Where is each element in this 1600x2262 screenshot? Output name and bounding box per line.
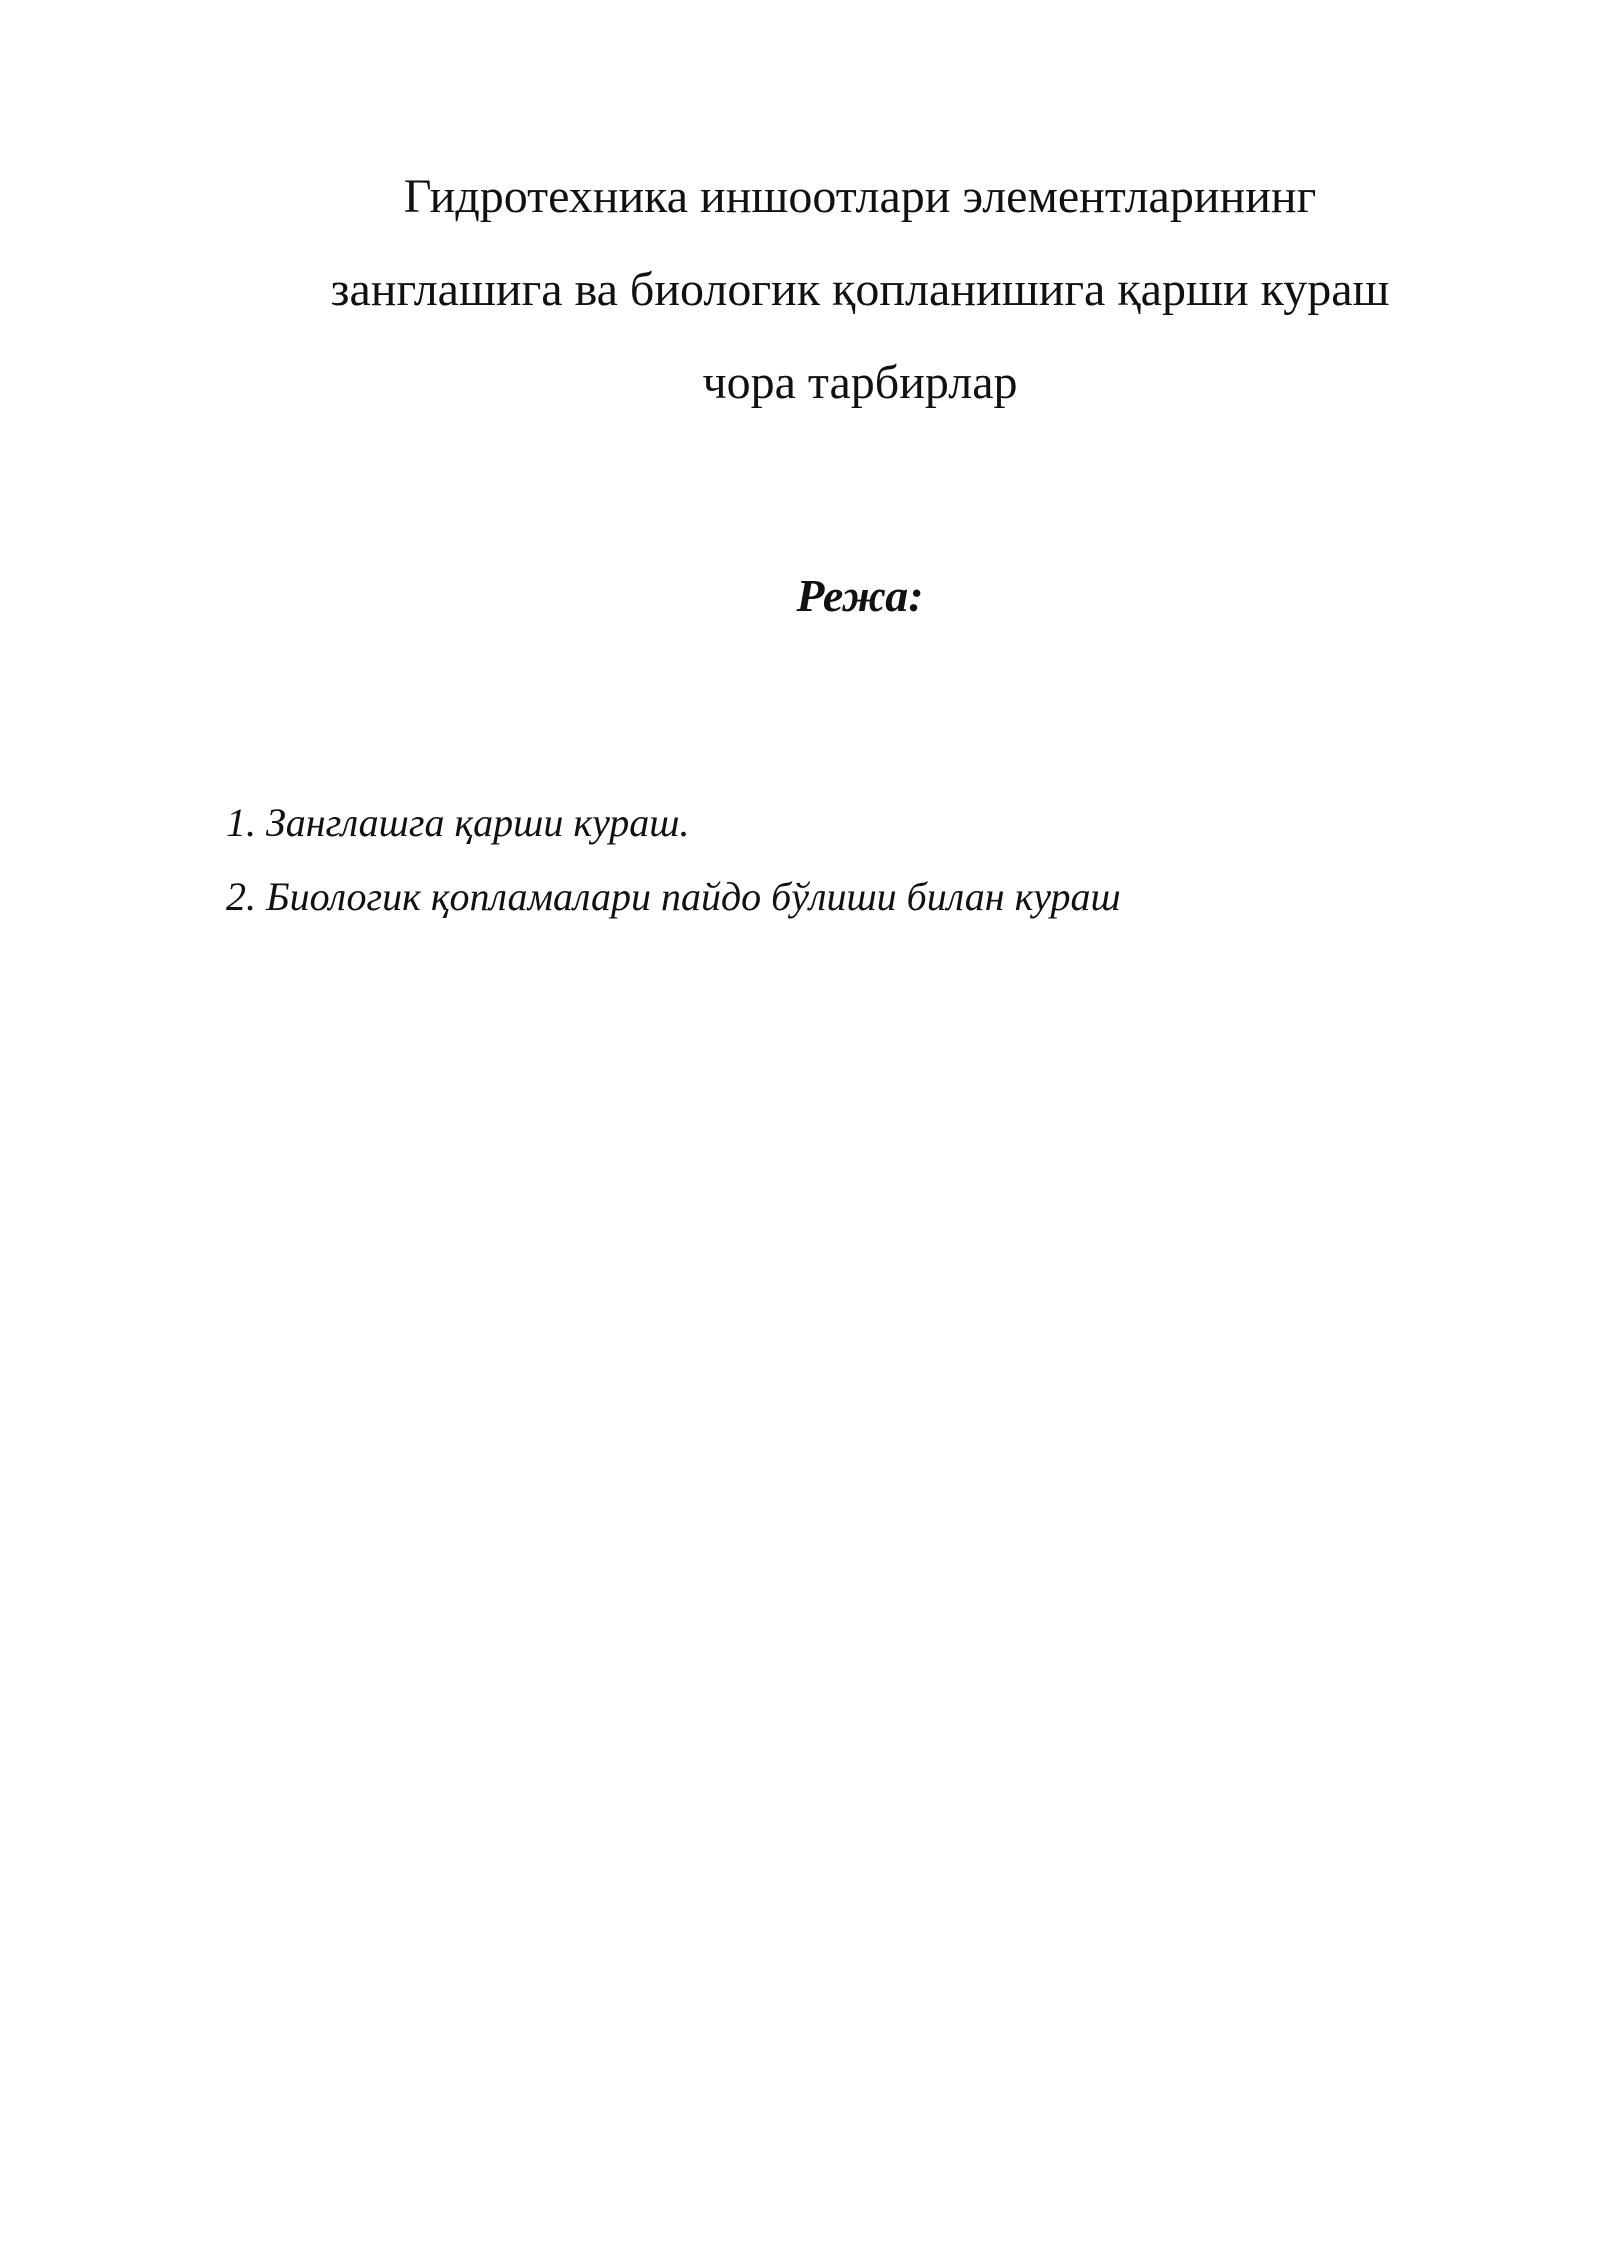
list-item-text: Биологик қопламалари пайдо бўлиши билан кураш xyxy=(266,874,1121,919)
document-title xyxy=(220,150,1500,429)
plan-heading: Режа: xyxy=(796,570,924,621)
list-item-number: 2. xyxy=(226,874,256,919)
list-item-number: 1. xyxy=(226,800,256,845)
title-line-2: занглашига ва биологик қопланишига қарши кураш xyxy=(330,263,1390,316)
list-item-text: Занглашга қарши кураш. xyxy=(266,800,690,845)
list-item xyxy=(226,860,1121,934)
title-line-1: Гидротехника иншоотлари элементларининг xyxy=(403,170,1317,223)
title-line-3: чора тарбирлар xyxy=(702,356,1018,409)
plan-list xyxy=(226,786,1121,934)
list-item xyxy=(226,786,1121,860)
